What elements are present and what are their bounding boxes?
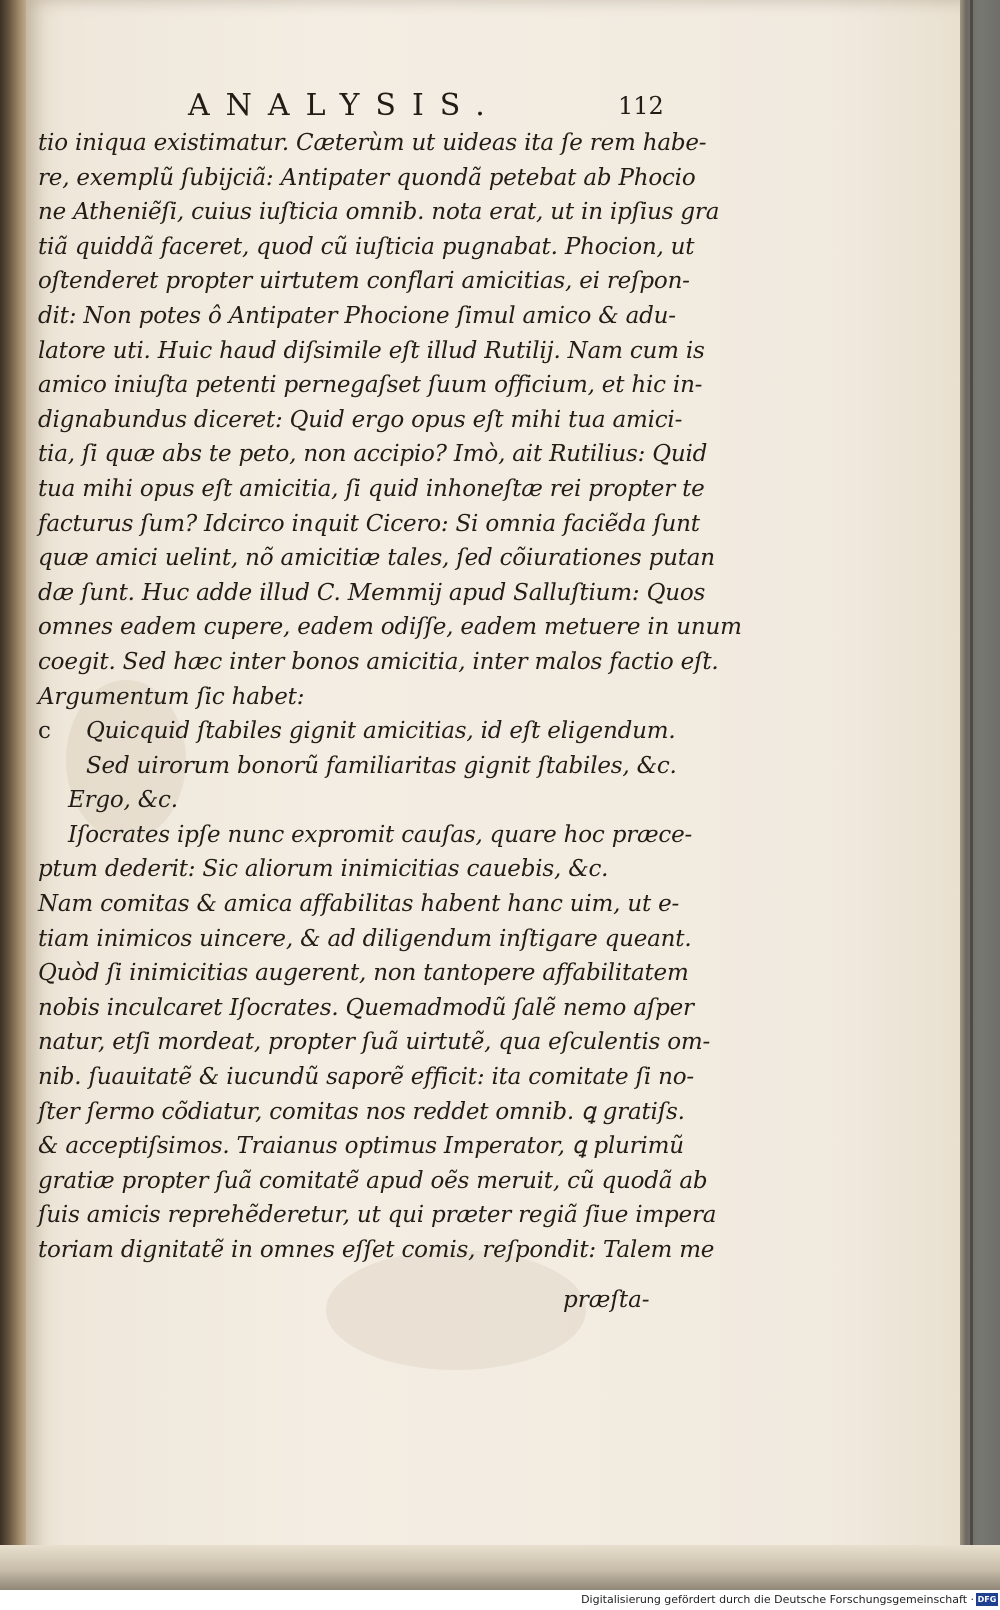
- text-line: facturus ſum? Idcirco inquit Cicero: Si omnia faciẽda ſunt: [38, 510, 700, 537]
- book-board-edge: [960, 0, 1000, 1590]
- syllogism-major: [38, 714, 678, 749]
- footer-bar: [0, 1590, 1000, 1610]
- text-line: dignabundus diceret: Quid ergo opus eſt mihi tua amici-: [38, 406, 683, 433]
- page-bottom-edge: [0, 1545, 1000, 1590]
- text-line: omnes eadem cupere, eadem odiſſe, eadem metuere in unum: [38, 614, 742, 641]
- text-line: Iſocrates ipſe nunc expromit cauſas, quare hoc præce-: [68, 821, 693, 848]
- page-header: [0, 88, 1000, 128]
- body-text: [38, 126, 742, 1268]
- text-line: dæ ſunt. Huc adde illud C. Memmij apud Salluſtium: Quos: [38, 579, 706, 606]
- catchword: præſta-: [563, 1287, 650, 1313]
- text-line: ptum dederit: Sic aliorum inimicitias cauebis, &c.: [38, 856, 609, 883]
- text-line: nobis inculcaret Iſocrates. Quemadmodũ ſalẽ nemo aſper: [38, 994, 694, 1021]
- funding-credit: Digitalisierung gefördert durch die Deutsche Forschungsgemeinschaft ·: [581, 1593, 974, 1606]
- syllogism-marker: c: [38, 718, 51, 745]
- text-line: gratiæ propter ſuã comitatẽ apud oẽs meruit, cũ quodã ab: [38, 1167, 708, 1194]
- text-line: toriam dignitatẽ in omnes eſſet comis, reſpondit: Talem me: [38, 1237, 715, 1263]
- folio-number: 112: [618, 92, 664, 120]
- text-line: re, exemplũ ſubijciã: Antipater quondã petebat ab Phocio: [38, 164, 696, 191]
- text-line: latore uti. Huic haud diſsimile eſt illud Rutilij. Nam cum is: [38, 337, 705, 364]
- dfg-logo-icon: DFG: [977, 1595, 997, 1604]
- text-line: tiã quiddã faceret, quod cũ iuſticia pugnabat. Phocion, ut: [38, 233, 695, 260]
- text-line: ſuis amicis reprehẽderetur, ut qui præter regiã ſiue impera: [38, 1202, 717, 1229]
- running-head: ANALYSIS.: [188, 88, 501, 123]
- syllogism-conclusion: Ergo, &c.: [68, 787, 178, 814]
- text-line: Quòd ſi inimicitias augerent, non tantopere affabilitatem: [38, 960, 689, 987]
- text-line: dit: Non potes ô Antipater Phocione ſimul amico & adu-: [38, 302, 676, 329]
- syllogism-minor-text: Sed uirorum bonorũ familiaritas gignit ſtabiles, &c.: [86, 752, 677, 779]
- text-line: nib. ſuauitatẽ & iucundũ saporẽ efficit: ita comitate ſi no-: [38, 1064, 694, 1091]
- text-line: Argumentum ſic habet:: [38, 683, 305, 710]
- text-line: tiam inimicos uincere, & ad diligendum inſtigare queant.: [38, 925, 692, 952]
- text-line: tia, ſi quæ abs te peto, non accipio? Imò, ait Rutilius: Quid: [38, 441, 708, 468]
- text-line: Nam comitas & amica affabilitas habent hanc uim, ut e-: [38, 891, 680, 918]
- text-line: quæ amici uelint, nõ amicitiæ tales, ſed cõiurationes putan: [38, 545, 715, 572]
- text-line: & acceptiſsimos. Traianus optimus Imperator, ꝗ plurimũ: [38, 1133, 684, 1160]
- text-line: ſter ſermo cõdiatur, comitas nos reddet omnib. ꝗ gratiſs.: [38, 1098, 685, 1125]
- text-line: coegit. Sed hæc inter bonos amicitia, inter malos factio eſt.: [38, 648, 719, 675]
- text-line: tio iniqua existimatur. Cæterùm ut uideas ita ſe rem habe-: [38, 130, 707, 156]
- text-line: amico iniuſta petenti pernegaſset ſuum officium, et hic in-: [38, 372, 703, 399]
- syllogism-minor: [38, 749, 678, 784]
- text-line: tua mihi opus eſt amicitia, ſi quid inhoneſtæ rei propter te: [38, 475, 705, 502]
- syllogism-major-text: Quicquid ſtabiles gignit amicitias, id eſt eligendum.: [86, 718, 676, 745]
- text-line: ne Atheniẽſi, cuius iuſticia omnib. nota erat, ut in ipſius gra: [38, 199, 720, 226]
- text-line: oſtenderet propter uirtutem conflari amicitias, ei reſpon-: [38, 268, 690, 295]
- text-line: natur, etſi mordeat, propter ſuã uirtutẽ, qua eſculentis om-: [38, 1029, 711, 1056]
